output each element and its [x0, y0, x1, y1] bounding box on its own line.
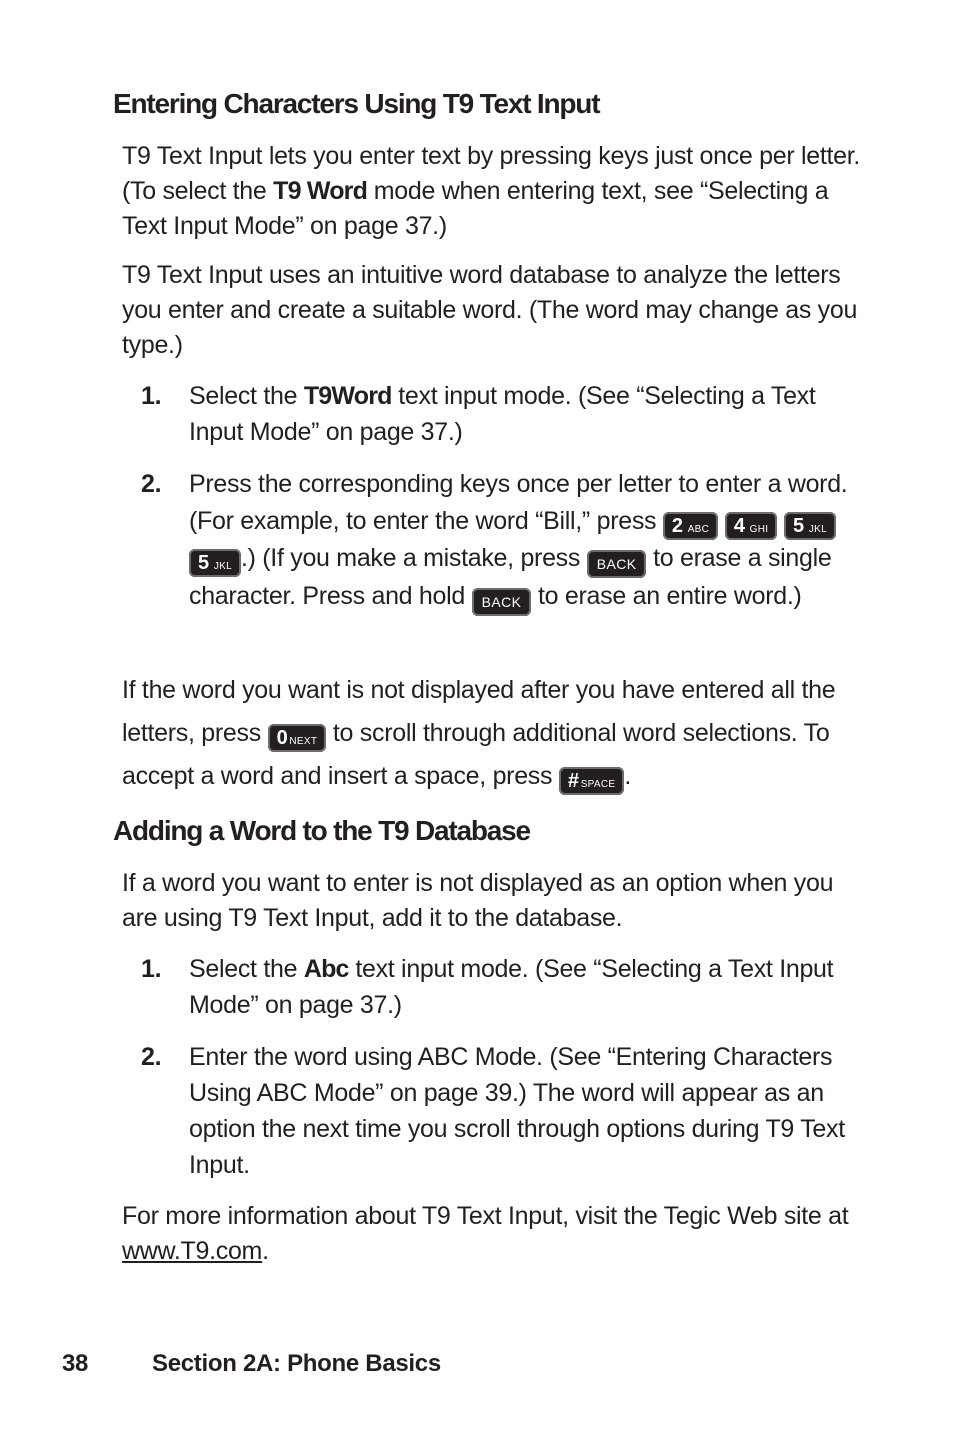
bold-term-abc: Abc — [303, 955, 349, 983]
text: . — [262, 1237, 269, 1265]
key-back-icon: BACK — [472, 588, 532, 616]
step-text — [189, 951, 861, 1023]
text: to erase a single character. Press and hold — [189, 543, 832, 610]
step-text — [189, 466, 861, 616]
link-t9-website[interactable]: www.T9.com — [122, 1237, 263, 1265]
heading-entering-characters-t9: Entering Characters Using T9 Text Input — [113, 88, 600, 119]
footer-section-title: Section 2A: Phone Basics — [152, 1350, 441, 1377]
text: .) (If you make a mistake, press — [240, 543, 587, 572]
text: T9 Text Input lets you enter text by pressing keys just once per letter. (To select the — [122, 142, 861, 205]
text: Press the corresponding keys once per letter to enter a word. (For example, to enter the word “Bill,” press — [189, 470, 848, 535]
paragraph-add-to-database: If a word you want to enter is not displayed as an option when you are using T9 Text Input, add it to the database. — [122, 869, 834, 932]
step-number: 1. — [141, 955, 162, 983]
text: If the word you want is not displayed after you have entered all the letters, press — [122, 676, 836, 747]
paragraph-scroll-words — [122, 669, 862, 798]
text: text input mode. (See “Selecting a Text Input Mode” on page 37.) — [189, 382, 816, 446]
text: to scroll through additional word selections. To accept a word and insert a space, press — [122, 719, 830, 790]
key-4-ghi-icon: 4 GHI — [725, 512, 778, 540]
text: . — [624, 762, 632, 790]
key-back-icon: BACK — [587, 550, 647, 578]
text: mode when entering text, see “Selecting a Text Input Mode” on page 37.) — [122, 177, 829, 240]
heading-adding-word-t9: Adding a Word to the T9 Database — [113, 815, 530, 846]
paragraph-more-info — [122, 1199, 862, 1269]
text: For more information about T9 Text Input, visit the Tegic Web site at — [122, 1202, 849, 1230]
key-hash-space-icon: # SPACE — [559, 767, 625, 795]
text: text input mode. (See “Selecting a Text Input Mode” on page 37.) — [189, 955, 834, 1019]
paragraph-t9-intro — [122, 139, 862, 244]
key-2-abc-icon: 2 ABC — [663, 512, 718, 540]
text: Select the — [189, 955, 304, 983]
key-0-next-icon: 0 NEXT — [268, 724, 327, 752]
text: Select the — [189, 382, 304, 410]
key-5-jkl-icon: 5 JKL — [784, 512, 836, 540]
step-text: Enter the word using ABC Mode. (See “Entering Characters Using ABC Mode” on page 39.) The word will appear as an option the next time you scroll through options during T9 Text Input. — [189, 1043, 845, 1179]
bold-term-t9word: T9Word — [303, 382, 392, 410]
text: to erase an entire word.) — [531, 581, 802, 610]
step-number: 2. — [141, 1043, 162, 1071]
step-number: 1. — [141, 382, 162, 410]
bold-term-t9-word: T9 Word — [273, 177, 368, 205]
step-text — [189, 378, 861, 450]
key-5-jkl-icon: 5 JKL — [189, 549, 241, 577]
paragraph-t9-database: T9 Text Input uses an intuitive word database to analyze the letters you enter and create a suitable word. (The word may change as you type.) — [122, 261, 858, 359]
step-number: 2. — [141, 470, 162, 498]
page-number: 38 — [62, 1350, 89, 1377]
